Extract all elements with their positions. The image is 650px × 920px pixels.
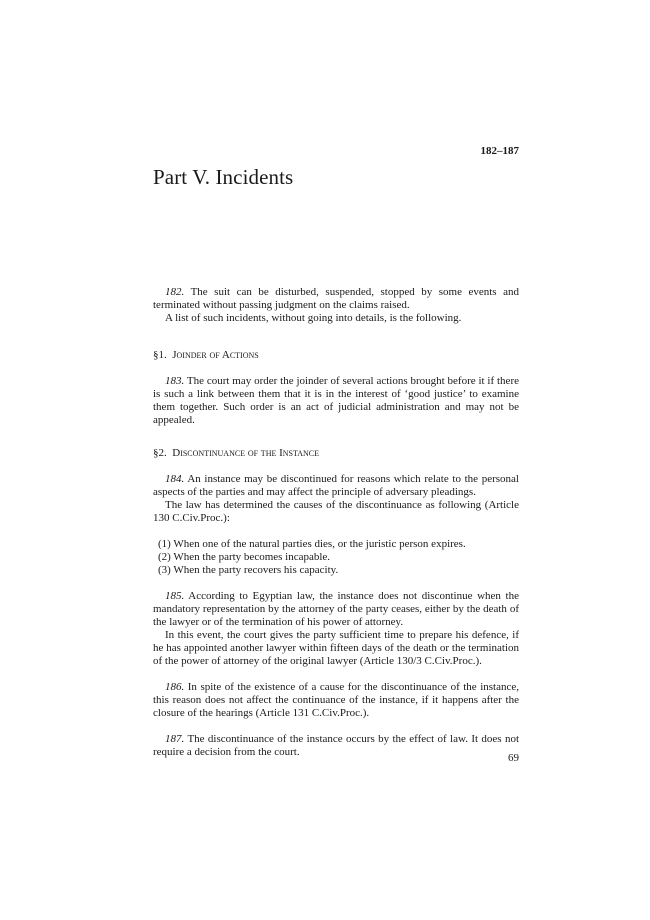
- body-text: [153, 286, 519, 759]
- paragraph-185: [153, 590, 519, 629]
- paragraph-number: 183.: [165, 375, 185, 387]
- paragraph-text: According to Egyptian law, the instance does not discontinue when the mandatory representation by the attorney of the party ceases, either by the death of the lawyer or of the termination of his power of attorney.: [153, 590, 519, 628]
- list-item: (1) When one of the natural parties dies, or the juristic person expires.: [158, 538, 466, 550]
- paragraph-184: [153, 473, 519, 499]
- causes-list: [153, 538, 519, 577]
- section-number: §2.: [153, 447, 167, 459]
- paragraph-number: 187.: [165, 733, 185, 745]
- paragraph-number: 184.: [165, 473, 185, 485]
- paragraph-number: 186.: [165, 681, 185, 693]
- paragraph-187: [153, 733, 519, 759]
- paragraph-range-header: 182–187: [480, 145, 519, 157]
- paragraph-185-continued: In this event, the court gives the party sufficient time to prepare his defence, if he has appointed another lawyer within fifteen days of the death or the termination of the power of attorney of the original lawyer (Article 130/3 C.Civ.Proc.).: [153, 629, 519, 667]
- paragraph-182: [153, 286, 519, 312]
- paragraph-text: In spite of the existence of a cause for the discontinuance of the instance, this reason does not affect the continuance of the instance, if it happens after the closure of the hearings (Article 131 C.Civ.Proc.).: [153, 681, 519, 719]
- section-title: Joinder of Actions: [172, 349, 259, 361]
- list-item: (3) When the party recovers his capacity.: [158, 564, 339, 576]
- paragraph-184-continued: The law has determined the causes of the discontinuance as following (Article 130 C.Civ.Proc.):: [153, 499, 519, 524]
- paragraph-number: 185.: [165, 590, 185, 602]
- paragraph-text: An instance may be discontinued for reasons which relate to the personal aspects of the parties and may affect the principle of adversary pleadings.: [153, 473, 519, 498]
- part-title: Part V. Incidents: [153, 165, 294, 189]
- page-number: 69: [508, 752, 519, 764]
- paragraph-text: The discontinuance of the instance occurs by the effect of law. It does not require a decision from the court.: [153, 733, 520, 758]
- paragraph-183: [153, 375, 519, 427]
- list-item: (2) When the party becomes incapable.: [158, 551, 331, 563]
- section-number: §1.: [153, 349, 167, 361]
- paragraph-number: 182.: [165, 286, 185, 298]
- paragraph-186: [153, 681, 519, 720]
- section-heading-discontinuance: [153, 447, 519, 460]
- section-title: Discontinuance of the Instance: [172, 447, 320, 459]
- paragraph-text: The suit can be disturbed, suspended, stopped by some events and terminated without passing judgment on the claims raised.: [153, 286, 519, 311]
- paragraph-text: The court may order the joinder of several actions brought before it if there is such a link between them that it is in the interest of ‘good justice’ to examine them together. Such order is an act of judicial administration and may not be appealed.: [153, 375, 519, 426]
- section-heading-joinder: [153, 349, 519, 362]
- paragraph-182-continued: A list of such incidents, without going into details, is the following.: [165, 312, 462, 324]
